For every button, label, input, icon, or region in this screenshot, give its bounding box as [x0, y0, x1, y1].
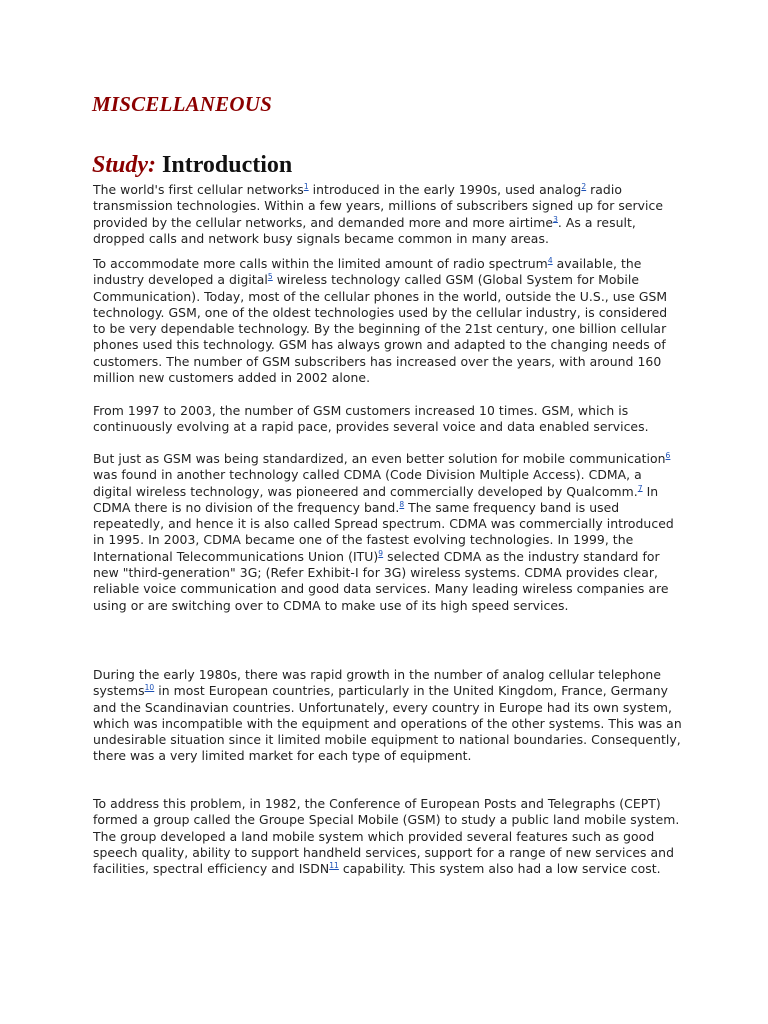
paragraph-text: During the early 1980s, there was rapid growth in the number of analog cellular telephone systems: [93, 667, 662, 699]
paragraph-text: The world's first cellular networks: [93, 182, 304, 197]
footnote-link-6[interactable]: 6: [665, 450, 671, 460]
footnote-link-11[interactable]: 11: [329, 861, 339, 871]
footnote-link-7[interactable]: 7: [637, 483, 643, 493]
paragraph-text: available, the industry developed a digital: [93, 256, 642, 288]
footnote-link-9[interactable]: 9: [378, 548, 384, 558]
paragraph-6: [93, 796, 683, 877]
paragraph-text: in most European countries, particularly in the United Kingdom, France, Germany and the Scandinavian countries. Unfortunately, every country in Europe had its own system, which was incompatible with the equipment and operations of the other systems. This was an undesirable situation since it limited mobile equipment to national boundaries. Consequently, there was a very limited market for each type of equipment.: [93, 683, 682, 764]
footnote-link-1[interactable]: 1: [303, 181, 309, 191]
paragraph-text: But just as GSM was being standardized, an even better solution for mobile communication: [93, 451, 666, 466]
section-title-text: Introduction: [162, 152, 293, 178]
paragraph-text: The same frequency band is used repeatedly, and hence it is also called Spread spectrum. CDMA was commercially introduced in 1995. In 2003, CDMA became one of the fastest evolving technologies. In 1999, the International Telecommunications Union (ITU): [93, 499, 674, 564]
footnote-link-8[interactable]: 8: [399, 499, 405, 509]
footnote-link-2[interactable]: 2: [581, 181, 587, 191]
paragraph-text: . As a result, dropped calls and network busy signals became common in many areas.: [93, 214, 636, 246]
paragraph-text: radio transmission technologies. Within a few years, millions of subscribers signed up for service provided by the cellular networks, and demanded more and more airtime: [93, 182, 664, 230]
paragraph-text: wireless technology called GSM (Global System for Mobile Communication). Today, most of the cellular phones in the world, outside the U.S., use GSM technology. GSM, one of the oldest technologies used by the cellular industry, is considered to be very dependable technology. By the beginning of the 21st century, one billion cellular phones used this technology. GSM has always grown and adapted to the changing needs of customers. The number of GSM subscribers has increased over the years, with around 160 million new customers added in 2002 alone.: [93, 272, 668, 386]
paragraph-2: [93, 256, 683, 386]
section-label: Study:: [92, 152, 157, 178]
paragraph-text: To accommodate more calls within the limited amount of radio spectrum: [93, 256, 548, 271]
footnote-link-5[interactable]: 5: [267, 272, 273, 282]
page-heading: MISCELLANEOUS: [92, 92, 272, 116]
paragraph-text: introduced in the early 1990s, used analog: [308, 182, 582, 197]
paragraph-text: To address this problem, in 1982, the Conference of European Posts and Telegraphs (CEPT) formed a group called the Groupe Special Mobile (GSM) to study a public land mobile system. The group developed a land mobile system which provided several features such as good speech quality, ability to support handheld services, support for a range of new services and facilities, spectral efficiency and ISDN: [93, 796, 680, 877]
paragraph-text: capability. This system also had a low service cost.: [338, 861, 661, 877]
footnote-link-10[interactable]: 10: [144, 683, 155, 693]
footnote-link-4[interactable]: 4: [547, 255, 553, 265]
paragraph-4: [93, 451, 683, 614]
paragraph-text: In CDMA there is no division of the frequency band.: [93, 483, 659, 515]
section-title: [92, 152, 292, 179]
paragraph-text: was found in another technology called CDMA (Code Division Multiple Access). CDMA, a digital wireless technology, was pioneered and commercially developed by Qualcomm.: [93, 467, 642, 499]
paragraph-text: selected CDMA as the industry standard for new "third-generation" 3G; (Refer Exhibit-I for 3G) wireless systems. CDMA provides clear, reliable voice communication and good data services. Many leading wireless companies are using or are switching over to CDMA to make use of its high speed services.: [93, 548, 669, 613]
paragraph-5: [93, 667, 683, 765]
paragraph-3: [93, 403, 683, 436]
footnote-link-3[interactable]: 3: [553, 214, 558, 224]
paragraph-1: [93, 182, 683, 247]
paragraph-text: From 1997 to 2003, the number of GSM customers increased 10 times. GSM, which is continuously evolving at a rapid pace, provides several voice and data enabled services.: [93, 403, 649, 435]
